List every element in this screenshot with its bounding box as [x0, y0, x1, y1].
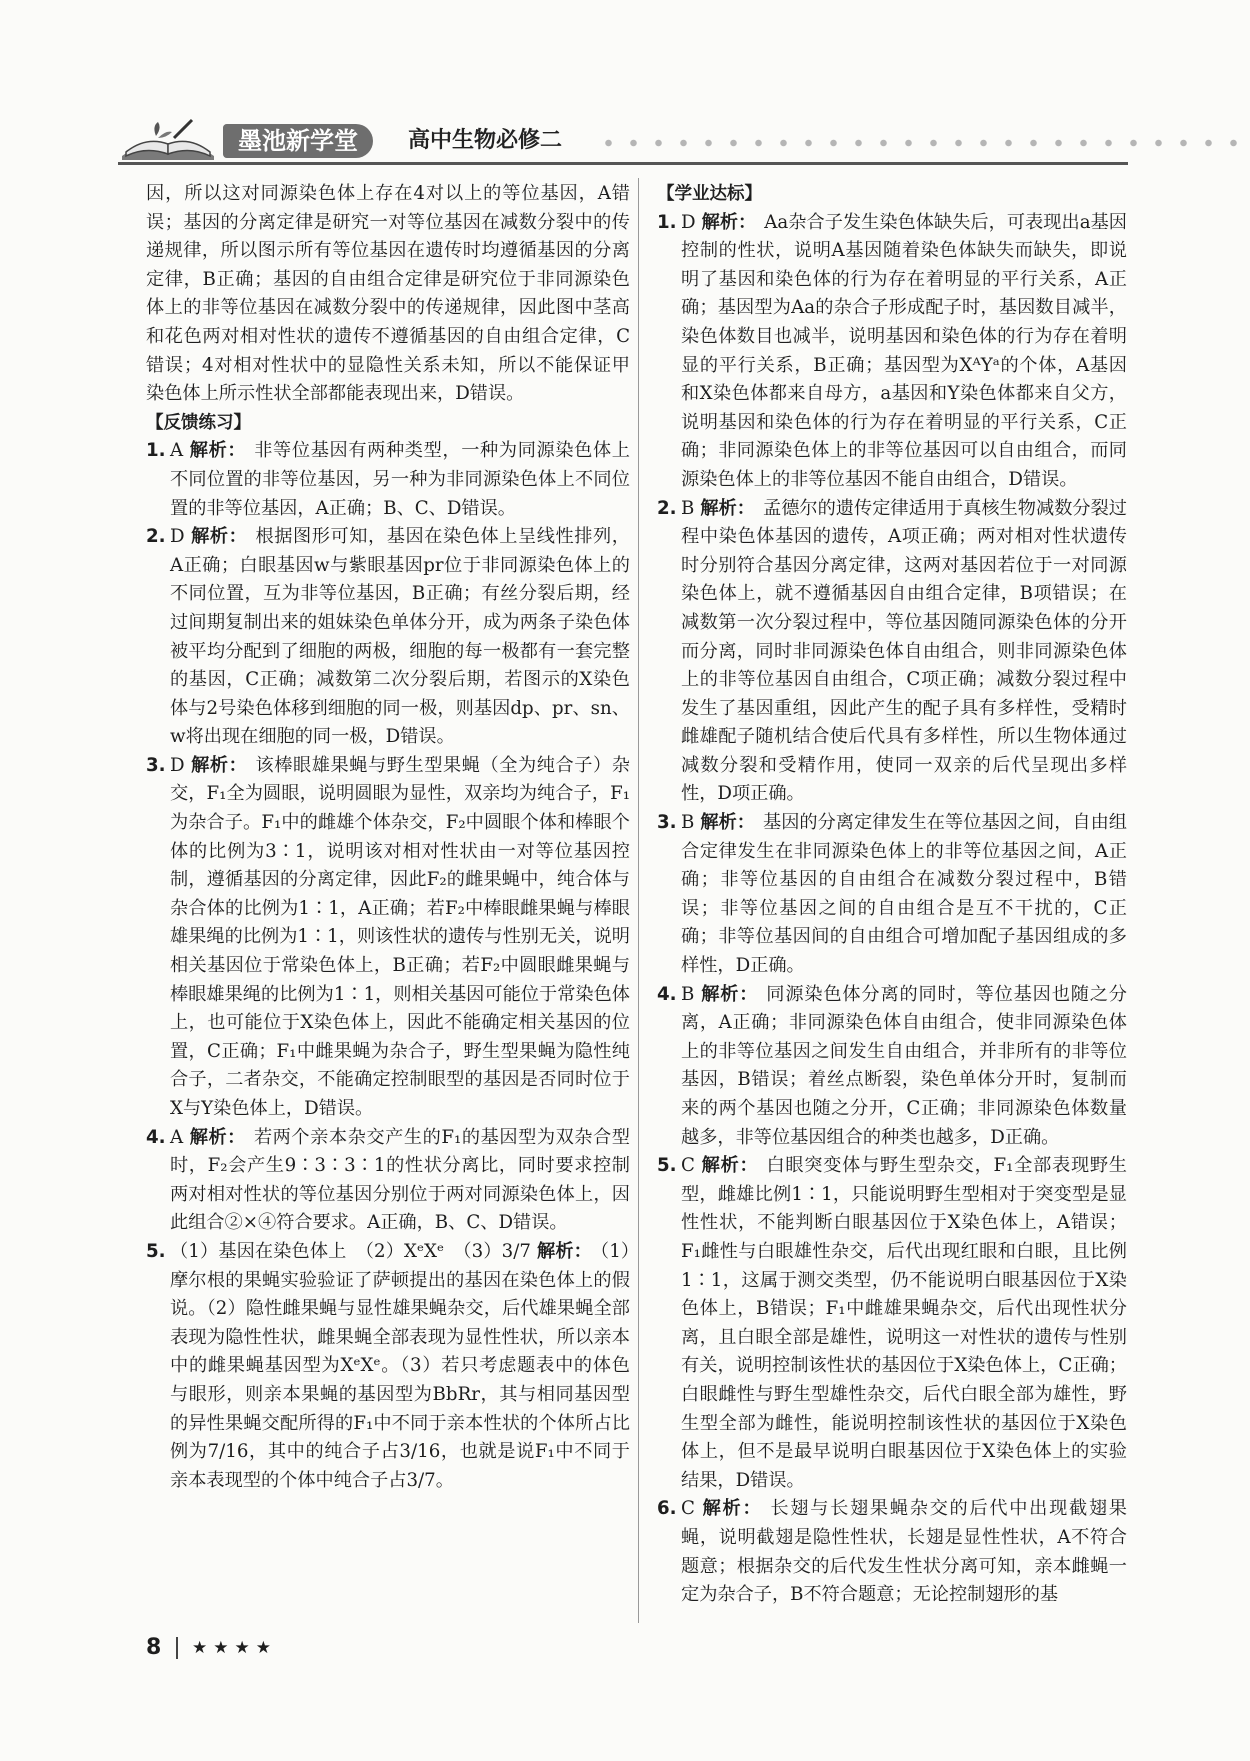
item-number: 4. [146, 1126, 166, 1148]
answer-item [146, 752, 630, 1124]
page-number: 8 [146, 1635, 162, 1660]
item-label: 解析： [190, 526, 248, 548]
item-text: 长翅与长翅果蝇杂交的后代中出现截翅果蝇，说明截翅是隐性性状，长翅是显性性状，A不符合题意；根据杂交的后代发生性状分离可知，亲本雌蝇一定为杂合子，B不符合题意；无论控制翅形的基 [681, 1498, 1127, 1606]
open-book-icon [118, 116, 218, 160]
item-text: （1）摩尔根的果蝇实验验证了萨顿提出的基因在染色体上的假说。（2）隐性雌果蝇与显性雄果蝇杂交，后代雄果蝇全部表现为隐性性状，雌果蝇全部表现为显性性状，所以亲本中的雌果蝇基因型为XᵉXᵉ。（3）若只考虑题表中的体色与眼形，则亲本果蝇的基因型为BbRr，其与相同基因型的异性果蝇交配所得的F₁中不同于亲本性状的个体所占比例为7/16，其中的纯合子占3/16，也就是说F₁中不同于亲本表现型的个体中纯合子占3/7。 [170, 1240, 630, 1491]
item-answer: B [681, 812, 695, 834]
item-text: 孟德尔的遗传定律适用于真核生物减数分裂过程中染色体基因的遗传，A项正确；两对相对性状遗传时分别符合基因分离定律，这两对基因若位于一对同源染色体上，就不遵循基因自由组合定律，B项错误；在减数第一次分裂过程中，等位基因随同源染色体的分开而分离，同时非同源染色体自由组合，则非同源染色体上的非等位基因自由组合，C项正确；减数分裂过程中发生了基因重组，因此产生的配子具有多样性，受精时雌雄配子随机结合使后代具有多样性，所以生物体通过减数分裂和受精作用，使同一双亲的后代呈现出多样性，D项正确。 [681, 497, 1127, 805]
answer-item [657, 981, 1127, 1153]
item-number: 6. [657, 1498, 677, 1520]
header-dots [596, 139, 1241, 147]
answer-item [657, 209, 1127, 495]
answer-item [657, 809, 1127, 981]
item-label: 解析： [536, 1240, 592, 1262]
answer-item [657, 1152, 1127, 1495]
left-column [146, 180, 630, 1495]
header-rule [118, 162, 1128, 165]
item-answer: B [681, 497, 695, 519]
item-answer: C [681, 1498, 695, 1520]
item-text: 基因的分离定律发生在等位基因之间，自由组合定律发生在非同源染色体上的非等位基因之间，A正确；非等位基因的自由组合在减数分裂过程中，B错误；非等位基因之间的自由组合是互不干扰的，C正确；非等位基因间的自由组合可增加配子基因组成的多样性，D正确。 [681, 812, 1127, 977]
answer-item [146, 523, 630, 752]
item-answer: A [170, 1126, 184, 1148]
item-label: 解析： [700, 983, 759, 1005]
continued-paragraph: 因，所以这对同源染色体上存在4对以上的等位基因，A错误；基因的分离定律是研究一对等位基因在减数分裂中的传递规律，所以图示所有等位基因在遗传时均遵循基因的分离定律，B正确；基因的自由组合定律是研究位于非同源染色体上的非等位基因在减数分裂中的传递规律，因此图中茎高和花色两对相对性状的遗传不遵循基因的自由组合定律，C错误；4对相对性状中的显隐性关系未知，所以不能保证甲染色体上所示性状全部都能表现出来，D错误。 [146, 183, 630, 405]
item-label: 解析： [700, 812, 755, 834]
answer-item [146, 437, 630, 523]
item-label: 解析： [701, 211, 757, 233]
item-text: 同源染色体分离的同时，等位基因也随之分离，A正确；非同源染色体自由组合，使非同源染色体上的非等位基因之间发生自由组合，并非所有的非等位基因，B错误；着丝点断裂，染色单体分开时，复制而来的两个基因也随之分开，C正确；非同源染色体数量越多，非等位基因组合的种类也越多，D正确。 [681, 983, 1127, 1148]
item-number: 2. [657, 497, 677, 519]
footer-separator [176, 1637, 178, 1659]
item-number: 3. [146, 754, 166, 776]
column-divider [638, 178, 639, 1623]
item-answer: C [681, 1155, 695, 1177]
item-text: 非等位基因有两种类型，一种为同源染色体上不同位置的非等位基因，另一种为非同源染色体上不同位置的非等位基因，A正确；B、C、D错误。 [170, 440, 630, 519]
item-answer: D [170, 526, 185, 548]
item-number: 4. [657, 983, 677, 1005]
item-number: 2. [146, 526, 166, 548]
item-number: 1. [146, 440, 166, 462]
section-title-feedback: 【反馈练习】 [146, 412, 251, 433]
item-answer: A [170, 440, 184, 462]
item-text: 若两个亲本杂交产生的F₁的基因型为双杂合型时，F₂会产生9∶3∶3∶1的性状分离比，同时要求控制两对相对性状的等位基因分别位于两对同源染色体上，因此组合②×④符合要求。A正确，B、C、D错误。 [170, 1126, 630, 1234]
item-label: 解析： [189, 440, 247, 462]
section-title-standard: 【学业达标】 [657, 184, 762, 204]
answer-item [146, 1124, 630, 1238]
item-label: 解析： [700, 497, 755, 519]
item-label: 解析： [700, 1498, 763, 1520]
answer-item [657, 495, 1127, 810]
item-text: 该棒眼雄果蝇与野生型果蝇（全为纯合子）杂交，F₁全为圆眼，说明圆眼为显性，双亲均为纯合子，F₁为杂合子。F₁中的雌雄个体杂交，F₂中圆眼个体和棒眼个体的比例为3∶1，说明该对相对性状由一对等位基因控制，遵循基因的分离定律，因此F₂的雌果蝇中，纯合体与杂合体的比例为1∶1，A正确；若F₂中棒眼雌果蝇与棒眼雄果绳的比例为1∶1，则该性状的遗传与性别无关，说明相关基因位于常染色体上，B正确；若F₂中圆眼雌果蝇与棒眼雄果绳的比例为1∶1，则相关基因可能位于常染色体上，也可能位于X染色体上，因此不能确定相关基因的位置，C正确；F₁中雌果蝇为杂合子，野生型果蝇为隐性纯合子，二者杂交，不能确定控制眼型的基因是否同时位于X与Y染色体上，D错误。 [170, 754, 630, 1119]
brand-title: 墨池新学堂 [223, 124, 373, 158]
right-column [657, 180, 1127, 1610]
item-text: 根据图形可知，基因在染色体上呈线性排列，A正确；白眼基因w与紫眼基因pr位于非同源染色体上的不同位置，互为非等位基因，B正确；有丝分裂后期，经过间期复制出来的姐妹染色单体分开，成为两条子染色体被平均分配到了细胞的两极，细胞的每一极都有一套完整的基因，C正确；减数第二次分裂后期，若图示的X染色体与2号染色体移到细胞的同一极，则基因dp、pr、sn、w将出现在细胞的同一极，D错误。 [170, 526, 630, 748]
item-number: 3. [657, 812, 677, 834]
item-text: 白眼突变体与野生型杂交，F₁全部表现野生型，雌雄比例1∶1，只能说明野生型相对于突变型是显性性状，不能判断白眼基因位于X染色体上，A错误；F₁雌性与白眼雄性杂交，后代出现红眼和白眼，且比例1∶1，这属于测交类型，仍不能说明白眼基因位于X染色体上，B错误；F₁中雌雄果蝇杂交，后代出现性状分离，且白眼全部是雄性，说明这一对性状的遗传与性别有关，说明控制该性状的基因位于X染色体上，C正确；白眼雌性与野生型雄性杂交，后代白眼全部为雄性，野生型全部为雌性，能说明控制该性状的基因位于X染色体上，但不是最早说明白眼基因位于X染色体上的实验结果，D错误。 [681, 1155, 1127, 1491]
item-text: Aa杂合子发生染色体缺失后，可表现出a基因控制的性状，说明A基因随着染色体缺失而缺失，即说明了基因和染色体的行为存在着明显的平行关系，A正确；基因型为Aa的杂合子形成配子时，基因数目减半，染色体数目也减半，说明基因和染色体的行为存在着明显的平行关系，B正确；基因型为XᴬYᵃ的个体，A基因和X染色体都来自母方，a基因和Y染色体都来自父方，说明基因和染色体的行为存在着明显的平行关系，C正确；非同源染色体上的非等位基因可以自由组合，而同源染色体上的非等位基因不能自由组合，D错误。 [681, 211, 1127, 490]
item-label: 解析： [700, 1155, 759, 1177]
item-number: 5. [146, 1240, 166, 1262]
subject-title: 高中生物必修二 [408, 128, 563, 153]
item-number: 5. [657, 1155, 677, 1177]
item-label: 解析： [190, 754, 248, 776]
answer-item [146, 1238, 630, 1495]
item-answer: （1）基因在染色体上 （2）XᵉXᵉ （3）3/7 [170, 1240, 531, 1262]
item-answer: D [681, 211, 696, 233]
answer-item [657, 1495, 1127, 1609]
item-answer: B [681, 983, 695, 1005]
item-number: 1. [657, 211, 677, 233]
page-header [118, 110, 1128, 160]
item-answer: D [170, 754, 185, 776]
item-label: 解析： [189, 1126, 246, 1148]
difficulty-stars: ★★★★ [192, 1638, 277, 1658]
